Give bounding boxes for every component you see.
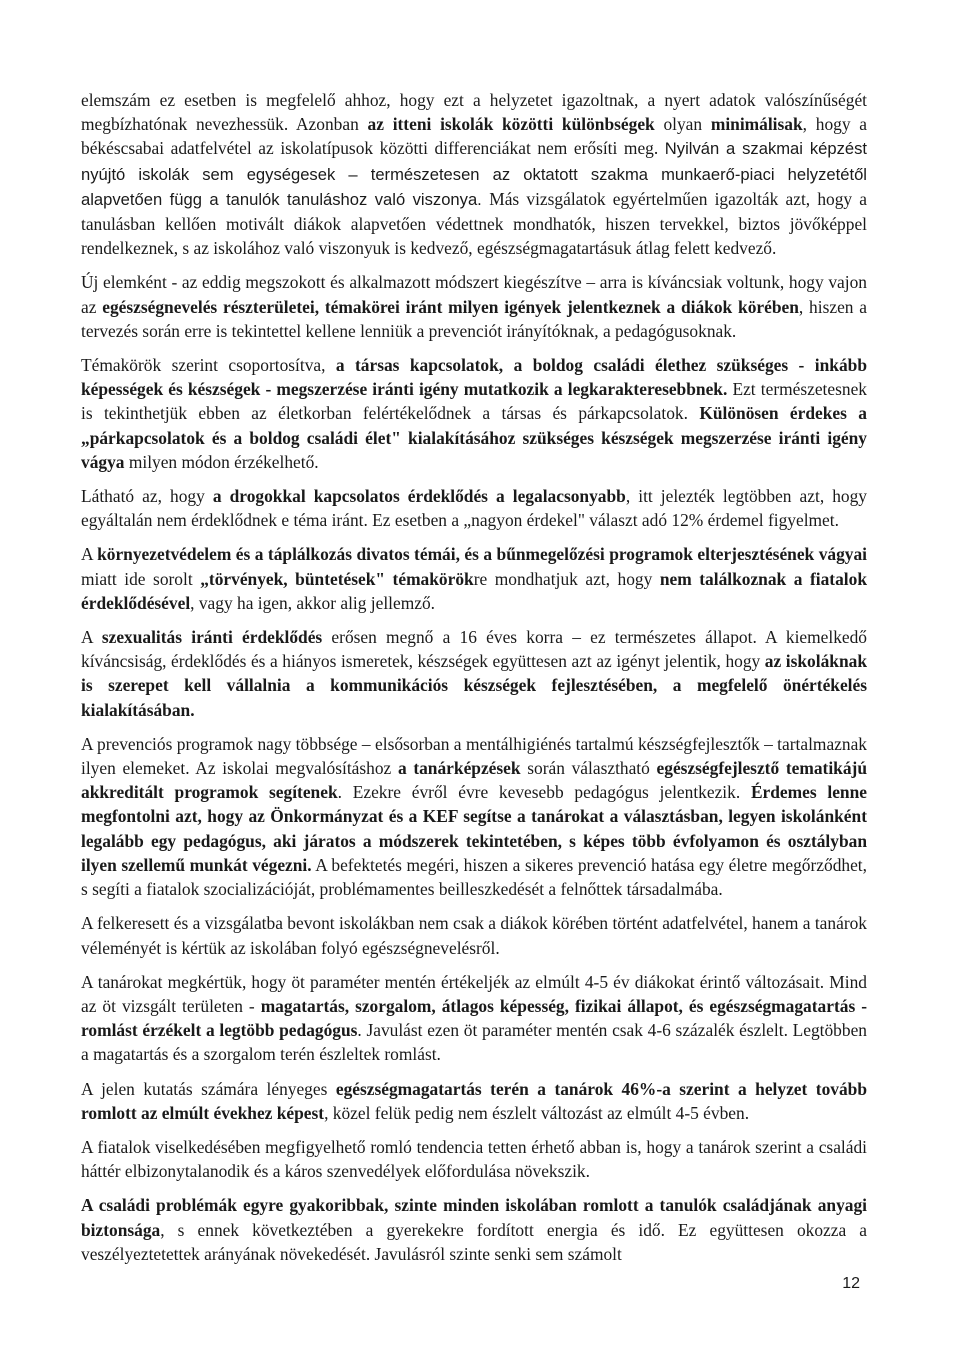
bold-text-run: a társas kapcsolatok, a boldog családi élethez szükséges - inkább képességek és készségek - megszerzése iránti igény mutatkozik a legkarakteresebbnek. bbox=[81, 355, 867, 400]
text-run: A fiatalok viselkedésében megfigyelhető romló tendencia tetten érhető abban is, hogy a tanárok szerint a családi háttér elbizonytalanodik és a káros szenvedélyek előfordulása növekszik. bbox=[81, 1136, 867, 1182]
paragraph bbox=[81, 484, 867, 532]
body-text bbox=[81, 88, 867, 1276]
text-run: Ezt természetesnek is tekinthetjük ebben az életkorban felértékelődnek a társas és párkapcsolatok. bbox=[81, 379, 867, 424]
text-run: , itt jelezték legtöbben azt, hogy egyáltalán nem érdeklődnek e téma iránt. Ez esetben a „nagyon érdekel" választ adó 12% érdemel figyelmet. bbox=[81, 486, 868, 531]
bold-text-run: magatartás, szorgalom, átlagos képesség, fizikai állapot, és egészségmagatartás - romlást érzékelt a legtöbb pedagógus bbox=[81, 995, 868, 1041]
bold-text-run: szexualitás iránti érdeklődés bbox=[101, 627, 323, 648]
text-run: Más vizsgálatok egyértelműen igazolták azt, hogy a tanulásban kellően motivált diákok alapvetően védettnek mondhatók, hiszen tervekkel, biztos jövőképpel rendelkeznek, s az iskolához való viszonyuk is kedvező, egészségmagatartásuk átlag felett kedvező. bbox=[81, 188, 868, 259]
paragraph bbox=[81, 1077, 867, 1125]
text-run: , hiszen a tervezés során erre is tekintettel kellene lenniük a prevenciót irányítóknak, a pedagógusoknak. bbox=[81, 296, 867, 341]
paragraph bbox=[81, 353, 867, 474]
text-run: elemszám ez esetben is megfelelő ahhoz, hogy ezt a helyzetet igazoltnak, a nyert adatok valószínűségét megbízhatónak nevezhessük. Azonban bbox=[81, 90, 867, 135]
paragraph bbox=[81, 970, 867, 1067]
text-run: olyan bbox=[654, 114, 711, 135]
text-run: A befektetés megéri, hiszen a sikeres prevenció hatása egy életre megőrződhet, s segíti a fiatalok szocializációját, problémamentes beilleszkedését a felnőttek társadalmába. bbox=[81, 854, 867, 900]
text-run: , közel felük pedig nem észlelt változást az elmúlt 4-5 évben. bbox=[324, 1102, 750, 1123]
bold-text-run: egészségfejlesztő tematikájú akkreditált programok segítenek bbox=[81, 758, 867, 803]
text-run: re mondhatjuk azt, hogy bbox=[473, 568, 660, 589]
text-run: . Javulást ezen öt paraméter mentén csak 4-6 százalék észlelt. Legtöbben a magatartás és a szorgalom terén észleltek romlást. bbox=[81, 1020, 867, 1065]
text-run: . Ezekre évről évre kevesebb pedagógus jelentkezik. bbox=[337, 782, 751, 803]
bold-text-run: minimálisak bbox=[710, 114, 803, 135]
text-run: során választható bbox=[520, 758, 657, 779]
bold-text-run: egészségmagatartás terén a tanárok 46%-a szerint a helyzet tovább romlott az elmúlt évekhez képest bbox=[81, 1078, 868, 1123]
paragraph bbox=[81, 732, 867, 901]
paragraph bbox=[81, 88, 867, 260]
paragraph bbox=[81, 1135, 867, 1183]
bold-text-run: a drogokkal kapcsolatos érdeklődés a legalacsonyabb bbox=[212, 486, 626, 507]
text-run: Látható az, hogy bbox=[81, 486, 213, 507]
text-run: , vagy ha igen, akkor alig jellemző. bbox=[190, 592, 435, 613]
text-run: A felkeresett és a vizsgálatba bevont iskolákban nem csak a diákok körében történt adatfelvétel, hanem a tanárok véleményét is kértük az iskolában folyó egészségnevelésről. bbox=[81, 913, 867, 958]
paragraph bbox=[81, 270, 867, 343]
text-run: A prevenciós programok nagy többsége – elsősorban a mentálhigiénés tartalmú készségfejlesztők – tartalmaznak ilyen elemeket. Az iskolai megvalósításhoz bbox=[81, 733, 867, 779]
bold-text-run: „törvények, büntetések" témakörök bbox=[200, 568, 474, 589]
bold-text-run: Különösen érdekes a „párkapcsolatok és a boldog családi élet" kialakításához szükséges készségek megszerzése iránti igény vágya bbox=[81, 403, 867, 472]
bold-text-run: nem találkoznak a fiatalok érdeklődésével bbox=[81, 568, 867, 613]
text-run: , s ennek következtében a gyerekekre fordított energia és idő. Ez együttesen okozza a veszélyeztetettek arányának növekedését. Javulásról szinte senki sem számolt bbox=[81, 1219, 867, 1264]
text-run: A bbox=[81, 627, 102, 648]
text-run: milyen módon érzékelhető. bbox=[124, 451, 319, 472]
paragraph bbox=[81, 542, 867, 615]
text-run: erősen megnő a 16 éves korra – ez természetes állapot. A kiemelkedő kíváncsiság, érdeklődés és a hiányos ismeretek, készségek együttesen azt az igényt jelentik, hogy bbox=[81, 627, 868, 672]
bold-text-run: A családi problémák egyre gyakoribbak, szinte minden iskolában romlott a tanulók családjának anyagi biztonsága bbox=[81, 1195, 867, 1240]
bold-text-run: egészségnevelés részterületei, témakörei iránt milyen igények jelentkeznek a diákok körében bbox=[102, 296, 799, 317]
bold-text-run: a tanárképzések bbox=[397, 758, 521, 779]
bold-text-run: Érdemes lenne megfontolni azt, hogy az Önkormányzat és a KEF segítse a tanárokat a választásban, legyen iskolánként legalább egy pedagógus, aki járatos a módszerek tekintetében, s képes több évfolyamon és osztályban ilyen szellemű munkát végezni. bbox=[81, 782, 867, 875]
paragraph bbox=[81, 1193, 867, 1266]
text-run: Új elemként - az eddig megszokott és alkalmazott módszert kiegészítve – arra is kíváncsiak voltunk, hogy vajon az bbox=[81, 272, 867, 317]
paragraph bbox=[81, 625, 867, 722]
page-number: 12 bbox=[842, 1275, 860, 1292]
text-run: miatt ide sorolt bbox=[81, 568, 201, 589]
text-run: A tanárokat megkértük, hogy öt paraméter mentén értékeljék az elmúlt 4-5 év diákokat érintő változásait. Mind az öt vizsgált területen - bbox=[81, 971, 867, 1016]
text-run: A bbox=[81, 544, 98, 565]
text-run: Nyilván a szakmai képzést nyújtó iskolák sem egységesek – természetesen az oktatott szakma munkaerő-piaci helyzetétől alapvetően függ a tanulók tanuláshoz való viszonya. bbox=[81, 139, 868, 209]
text-run: Témakörök szerint csoportosítva, bbox=[81, 355, 336, 376]
text-run: A jelen kutatás számára lényeges bbox=[81, 1078, 336, 1099]
paragraph bbox=[81, 911, 867, 959]
bold-text-run: az iskoláknak is szerepet kell vállalnia a kommunikációs készségek fejlesztésében, a megfelelő önértékelés kialakításában. bbox=[81, 651, 867, 720]
bold-text-run: az itteni iskolák közötti különbségek bbox=[367, 114, 655, 135]
text-run: , hogy a békéscsabai adatfelvétel az iskolatípusok közötti differenciákat nem erősíti meg. bbox=[81, 114, 867, 159]
bold-text-run: környezetvédelem és a táplálkozás divatos témái, és a bűnmegelőzési programok elterjesztésének vágyai bbox=[97, 544, 868, 565]
